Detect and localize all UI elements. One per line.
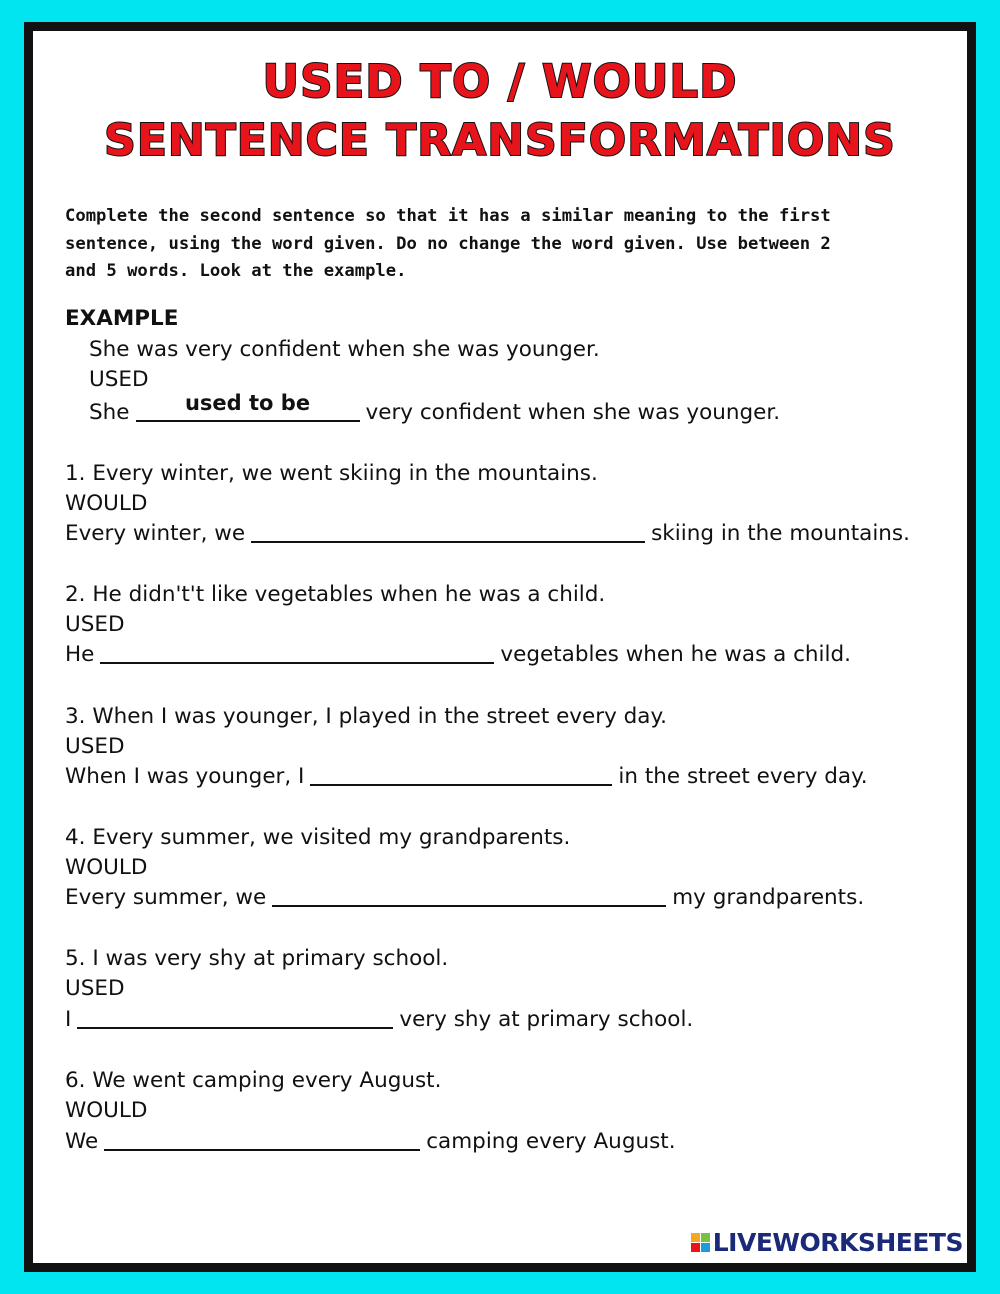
question-4-answer-blank[interactable] xyxy=(272,883,666,907)
question-4-sentence: 4. Every summer, we visited my grandparents. xyxy=(65,825,571,850)
example-suffix: very confident when she was younger. xyxy=(365,400,781,425)
question-1-suffix: skiing in the mountains. xyxy=(651,521,910,546)
example-heading: EXAMPLE xyxy=(65,306,179,331)
question-6-sentence: 6. We went camping every August. xyxy=(65,1068,442,1093)
question-5-keyword: USED xyxy=(65,976,125,1001)
question-5-answer-blank[interactable] xyxy=(77,1005,393,1029)
instructions xyxy=(65,203,965,286)
example-sentence: She was very confident when she was younger. xyxy=(89,337,600,362)
instructions-line-1: Complete the second sentence so that it has a similar meaning to the first xyxy=(65,206,831,226)
question-4-transformation xyxy=(65,883,864,913)
example-prefix: She xyxy=(89,400,130,425)
question-4-suffix: my grandparents. xyxy=(672,885,865,910)
worksheet-page xyxy=(33,31,967,1263)
liveworksheets-logo-text: LIVEWORKSHEETS xyxy=(712,1228,963,1257)
question-2-transformation xyxy=(65,640,851,670)
question-5-sentence: 5. I was very shy at primary school. xyxy=(65,946,449,971)
liveworksheets-logo-icon xyxy=(691,1233,710,1252)
title-line-1: USED TO / WOULD xyxy=(262,55,738,108)
example-transformation xyxy=(89,391,781,428)
question-2-prefix: He xyxy=(65,642,95,667)
question-6-answer-blank[interactable] xyxy=(104,1127,420,1151)
question-2-answer-blank[interactable] xyxy=(100,640,494,664)
question-2-sentence: 2. He didn't't like vegetables when he was a child. xyxy=(65,582,606,607)
question-4-prefix: Every summer, we xyxy=(65,885,267,910)
question-6-suffix: camping every August. xyxy=(426,1129,676,1154)
question-3-prefix: When I was younger, I xyxy=(65,764,305,789)
question-1-sentence: 1. Every winter, we went skiing in the mountains. xyxy=(65,461,598,486)
question-6-prefix: We xyxy=(65,1129,99,1154)
question-1-answer-blank[interactable] xyxy=(251,519,645,543)
question-6-keyword: WOULD xyxy=(65,1098,148,1123)
question-1-transformation xyxy=(65,519,910,549)
question-3-suffix: in the street every day. xyxy=(618,764,868,789)
question-4-keyword: WOULD xyxy=(65,855,148,880)
liveworksheets-logo xyxy=(691,1228,963,1257)
question-1-prefix: Every winter, we xyxy=(65,521,246,546)
instructions-line-2: sentence, using the word given. Do no change the word given. Use between 2 xyxy=(65,233,831,254)
question-1-keyword: WOULD xyxy=(65,491,148,516)
worksheet-frame xyxy=(24,22,976,1272)
example-answer: used to be xyxy=(184,391,311,415)
question-2-suffix: vegetables when he was a child. xyxy=(500,642,851,667)
question-3-transformation xyxy=(65,762,868,792)
question-6-transformation xyxy=(65,1127,676,1157)
question-3-answer-blank[interactable] xyxy=(310,762,612,786)
question-3-keyword: USED xyxy=(65,734,125,759)
question-3-sentence: 3. When I was younger, I played in the street every day. xyxy=(65,704,667,729)
example-keyword: USED xyxy=(89,367,149,392)
question-5-prefix: I xyxy=(65,1007,72,1032)
instructions-line-3: and 5 words. Look at the example. xyxy=(65,261,407,281)
title-line-2: SENTENCE TRANSFORMATIONS xyxy=(104,115,896,166)
question-5-transformation xyxy=(65,1005,693,1035)
example-answer-blank xyxy=(136,391,360,422)
question-5-suffix: very shy at primary school. xyxy=(399,1007,694,1032)
question-2-keyword: USED xyxy=(65,612,125,637)
